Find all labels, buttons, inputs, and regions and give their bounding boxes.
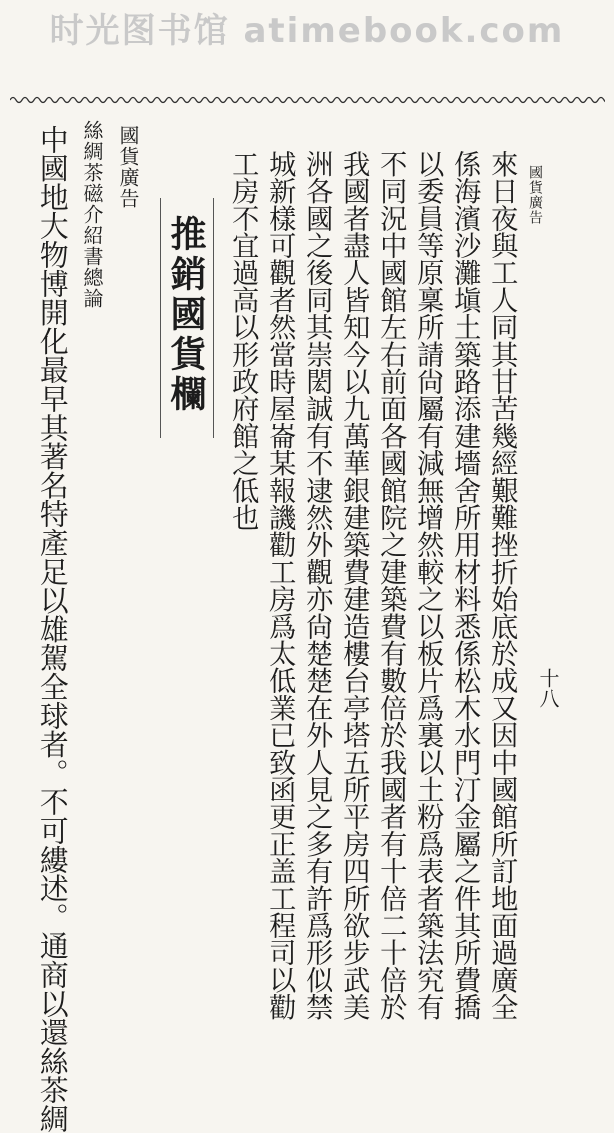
body-column-6: 洲各國之後同其崇閎誠有不逮然外觀亦尙楚楚在外人見之多有許爲形似禁 xyxy=(301,150,333,1021)
body-column-3: 以委員等原稟所請尙屬有減無增然較之以板片爲裏以土粉爲表者築法究有 xyxy=(412,150,444,1021)
body-column-7: 城新樣可觀者然當時屋崙某報譏勸工房爲太低業已致函更正盖工程司以勸 xyxy=(264,150,296,1021)
body-column-4: 不同況中國館左右前面各國館院之建築費有數倍於我國者有十倍二十倍於 xyxy=(375,150,407,1021)
running-head: 國貨廣告 xyxy=(527,165,543,225)
ad-heading: 國貨廣告 xyxy=(116,125,140,209)
decorative-rule xyxy=(10,92,605,108)
body-column-8: 工房不宜過高以形政府館之低也 xyxy=(227,150,259,531)
section-title: 推銷國貨欄 xyxy=(165,215,207,415)
page-number: 十八 xyxy=(536,668,560,708)
body-column-1: 來日夜與工人同其甘苦幾經艱難挫折始底於成又因中國館所訂地面過廣全 xyxy=(486,150,518,1021)
body-column-5: 我國者盡人皆知今以九萬華銀建築費建造樓台亭塔五所平房四所欲步武美 xyxy=(338,150,370,1021)
body-column-2: 係海濱沙灘塡土築路添建墻舍所用材料悉係松木水門汀金屬之件其所費撟 xyxy=(449,150,481,1021)
ad-subheading: 絲綢茶磁介紹書總論 xyxy=(80,120,104,309)
watermark: 时光图书馆 atimebook.com xyxy=(49,11,565,51)
summary-column: 中國地大物博開化最早其著名特產足以雄駕全球者。不可縷述。通商以還絲茶綢 xyxy=(35,125,70,1133)
